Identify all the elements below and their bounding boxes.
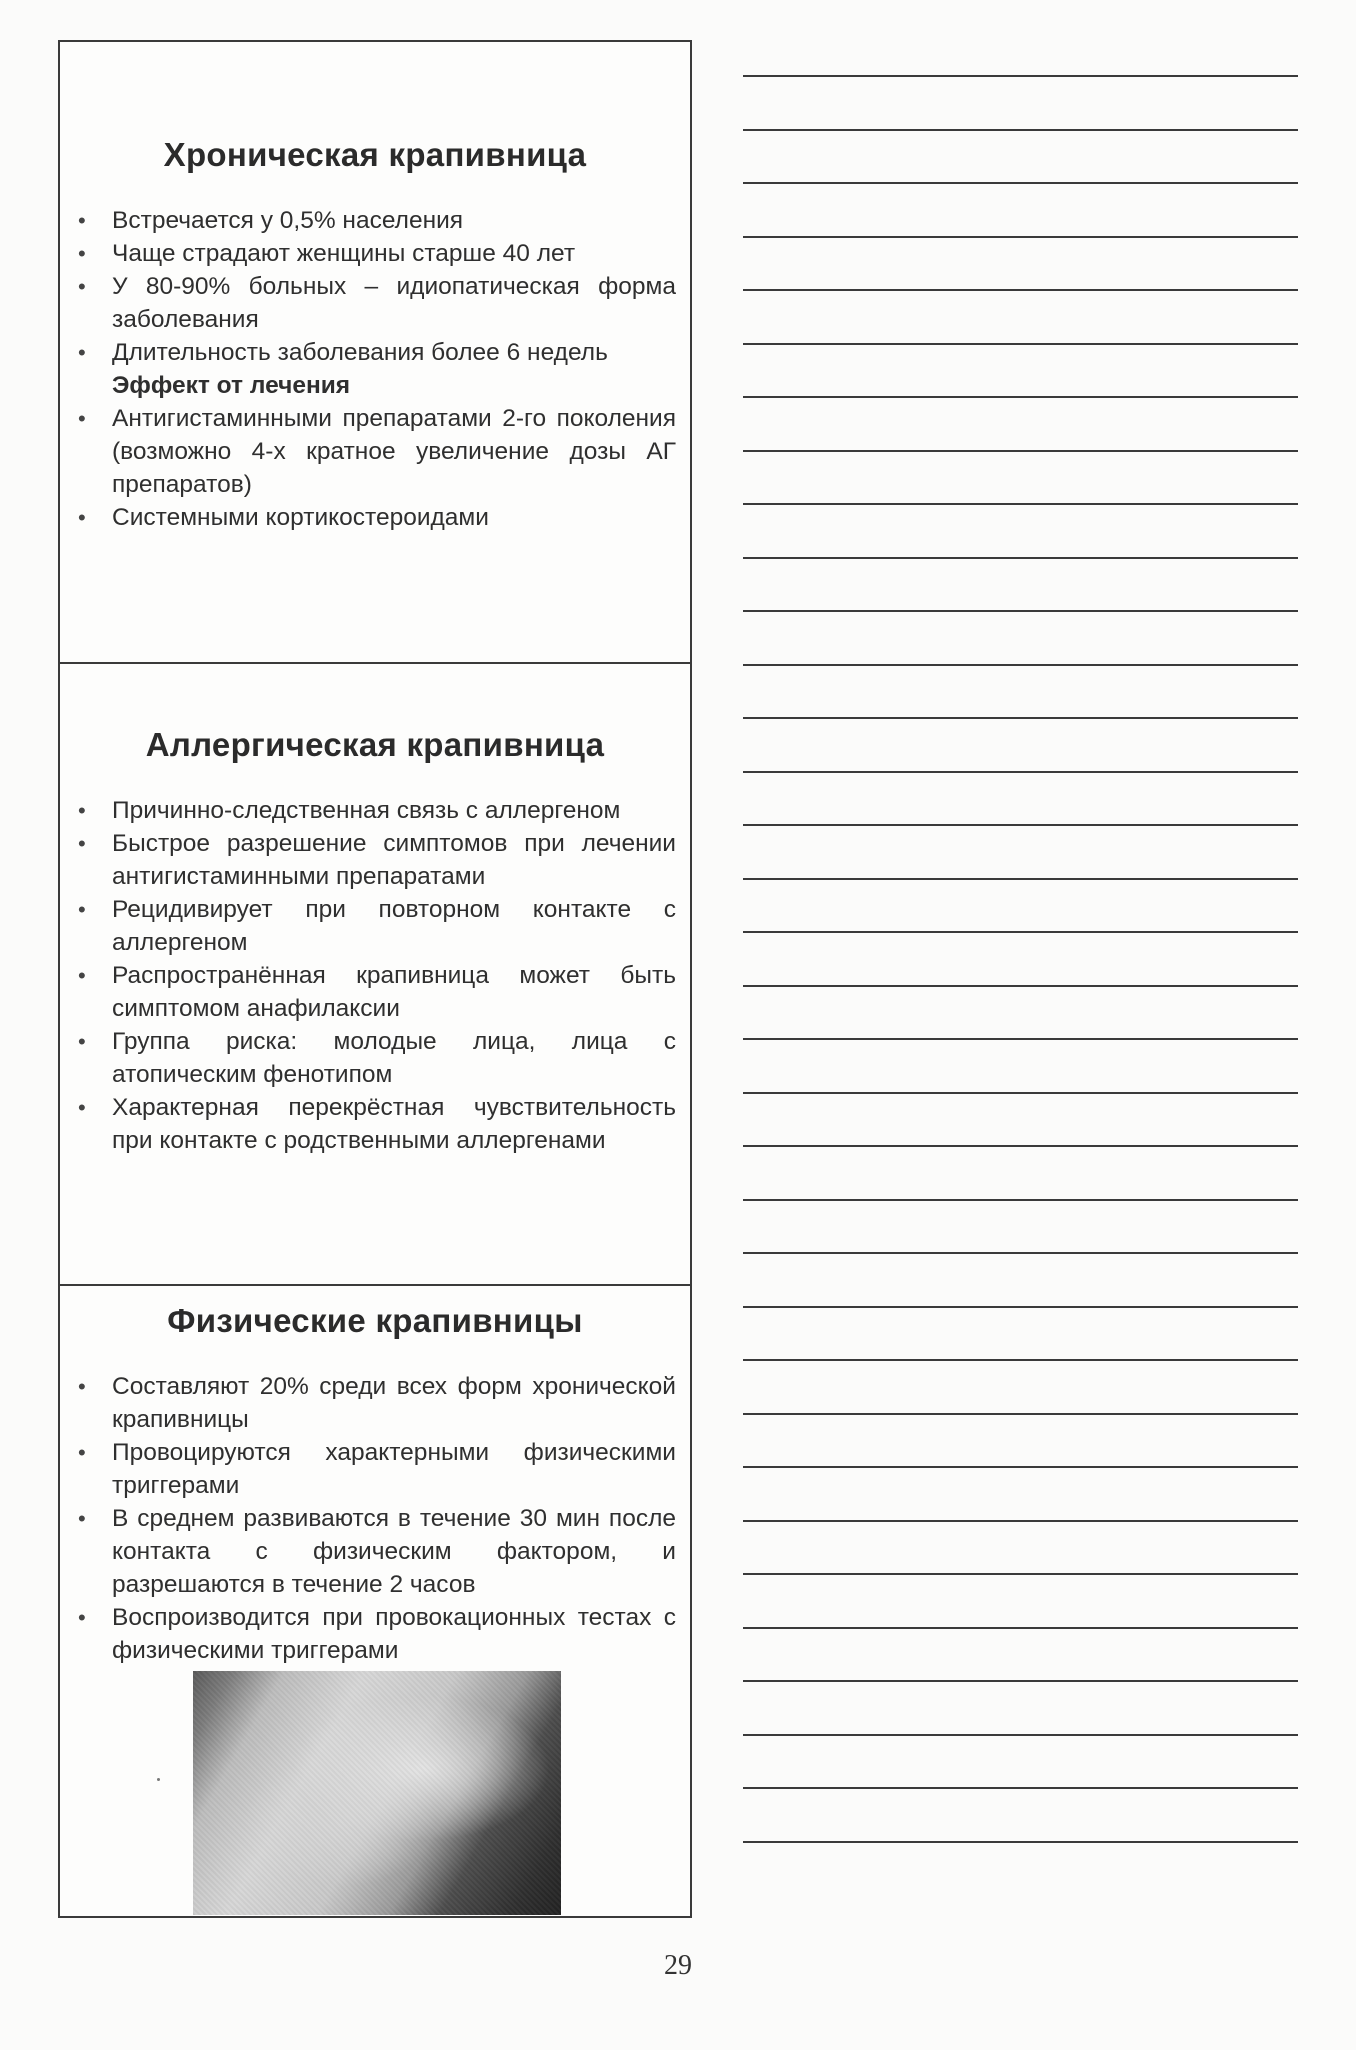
list-item-text: Составляют 20% среди всех форм хронической крапивницы: [112, 1373, 676, 1433]
notes-lines-area: [743, 0, 1298, 1920]
note-line: [743, 1038, 1298, 1040]
stray-mark: [157, 1778, 160, 1781]
bullet-icon: •: [78, 340, 86, 365]
note-line: [743, 1520, 1298, 1522]
bullet-icon: •: [78, 505, 86, 530]
bullet-icon: •: [78, 798, 86, 823]
note-line: [743, 664, 1298, 666]
slide-title: Физические крапивницы: [167, 1302, 583, 1339]
bullet-icon: •: [78, 1029, 86, 1054]
note-line: [743, 236, 1298, 238]
bullet-icon: •: [78, 1095, 86, 1120]
bullet-icon: •: [78, 208, 86, 233]
slide-title: Хроническая крапивница: [163, 136, 587, 173]
bullet-icon: •: [78, 831, 86, 856]
note-line: [743, 396, 1298, 398]
bullet-icon: •: [78, 274, 86, 299]
bullet-list: [74, 204, 676, 534]
note-line: [743, 182, 1298, 184]
list-item-text: Чаще страдают женщины старше 40 лет: [112, 240, 576, 267]
note-line: [743, 1734, 1298, 1736]
note-line: [743, 1466, 1298, 1468]
list-item-text: Быстрое разрешение симптомов при лечении антигистаминными препаратами: [112, 830, 676, 890]
note-line: [743, 1199, 1298, 1201]
list-item-text: Распространённая крапивница может быть симптомом анафилаксии: [112, 962, 676, 1022]
slides-column: [58, 40, 692, 1918]
list-item-text: Характерная перекрёстная чувствительность при контакте с родственными аллергенами: [112, 1094, 676, 1154]
list-item: [74, 270, 676, 336]
bullet-icon: •: [78, 1506, 86, 1531]
page-number: 29: [664, 1950, 692, 1981]
list-item-text: Эффект от лечения: [112, 372, 351, 399]
list-item: [74, 893, 676, 959]
list-item: [74, 237, 676, 270]
list-item-text: Воспроизводится при провокационных тестах с физическими триггерами: [112, 1604, 676, 1664]
list-subheading: [74, 369, 676, 402]
list-item-text: У 80-90% больных – идиопатическая форма заболевания: [112, 273, 676, 333]
note-line: [743, 985, 1298, 987]
bullet-icon: •: [78, 406, 86, 431]
bullet-icon: •: [78, 963, 86, 988]
note-line: [743, 878, 1298, 880]
list-item: [74, 1502, 676, 1601]
slide-physical-urticaria: [60, 1284, 690, 1916]
note-line: [743, 610, 1298, 612]
bullet-icon: •: [78, 241, 86, 266]
note-line: [743, 557, 1298, 559]
slide-title: Аллергическая крапивница: [145, 726, 605, 763]
bullet-list: [74, 1370, 676, 1667]
note-line: [743, 1573, 1298, 1575]
list-item: [74, 1091, 676, 1157]
list-item: [74, 1370, 676, 1436]
list-item-text: Причинно-следственная связь с аллергеном: [112, 797, 621, 824]
list-item-text: Системными кортикостероидами: [112, 504, 489, 531]
list-item: [74, 794, 676, 827]
note-line: [743, 1841, 1298, 1843]
list-item: [74, 1601, 676, 1667]
list-item: [74, 204, 676, 237]
list-item-text: Группа риска: молодые лица, лица с атопическим фенотипом: [112, 1028, 676, 1088]
note-line: [743, 129, 1298, 131]
slide-chronic-urticaria: [60, 42, 690, 662]
list-item-text: Рецидивирует при повторном контакте с аллергеном: [112, 896, 676, 956]
bullet-icon: •: [78, 897, 86, 922]
note-line: [743, 1306, 1298, 1308]
skin-reaction-photo: [193, 1671, 561, 1915]
list-item: [74, 1436, 676, 1502]
list-item: [74, 959, 676, 1025]
note-line: [743, 289, 1298, 291]
note-line: [743, 503, 1298, 505]
list-item: [74, 402, 676, 501]
note-line: [743, 1092, 1298, 1094]
bullet-icon: •: [78, 1605, 86, 1630]
list-item-text: Антигистаминными препаратами 2-го поколения (возможно 4-х кратное увеличение дозы АГ препаратов): [112, 405, 676, 498]
slide-allergic-urticaria: [60, 662, 690, 1284]
note-line: [743, 1787, 1298, 1789]
note-line: [743, 931, 1298, 933]
note-line: [743, 1145, 1298, 1147]
note-line: [743, 824, 1298, 826]
bullet-icon: •: [78, 1374, 86, 1399]
note-line: [743, 1680, 1298, 1682]
note-line: [743, 450, 1298, 452]
note-line: [743, 1252, 1298, 1254]
list-item: [74, 1025, 676, 1091]
list-item-text: Длительность заболевания более 6 недель: [112, 339, 608, 366]
list-item-text: В среднем развиваются в течение 30 мин после контакта с физическим фактором, и разрешаются в течение 2 часов: [112, 1505, 676, 1598]
bullet-icon: •: [78, 1440, 86, 1465]
note-line: [743, 1359, 1298, 1361]
note-line: [743, 1413, 1298, 1415]
list-item-text: Провоцируются характерными физическими триггерами: [112, 1439, 676, 1499]
list-item: [74, 501, 676, 534]
note-line: [743, 343, 1298, 345]
list-item-text: Встречается у 0,5% населения: [112, 207, 464, 234]
note-line: [743, 75, 1298, 77]
list-item: [74, 336, 676, 369]
note-line: [743, 1627, 1298, 1629]
list-item: [74, 827, 676, 893]
note-line: [743, 717, 1298, 719]
note-line: [743, 771, 1298, 773]
bullet-list: [74, 794, 676, 1157]
